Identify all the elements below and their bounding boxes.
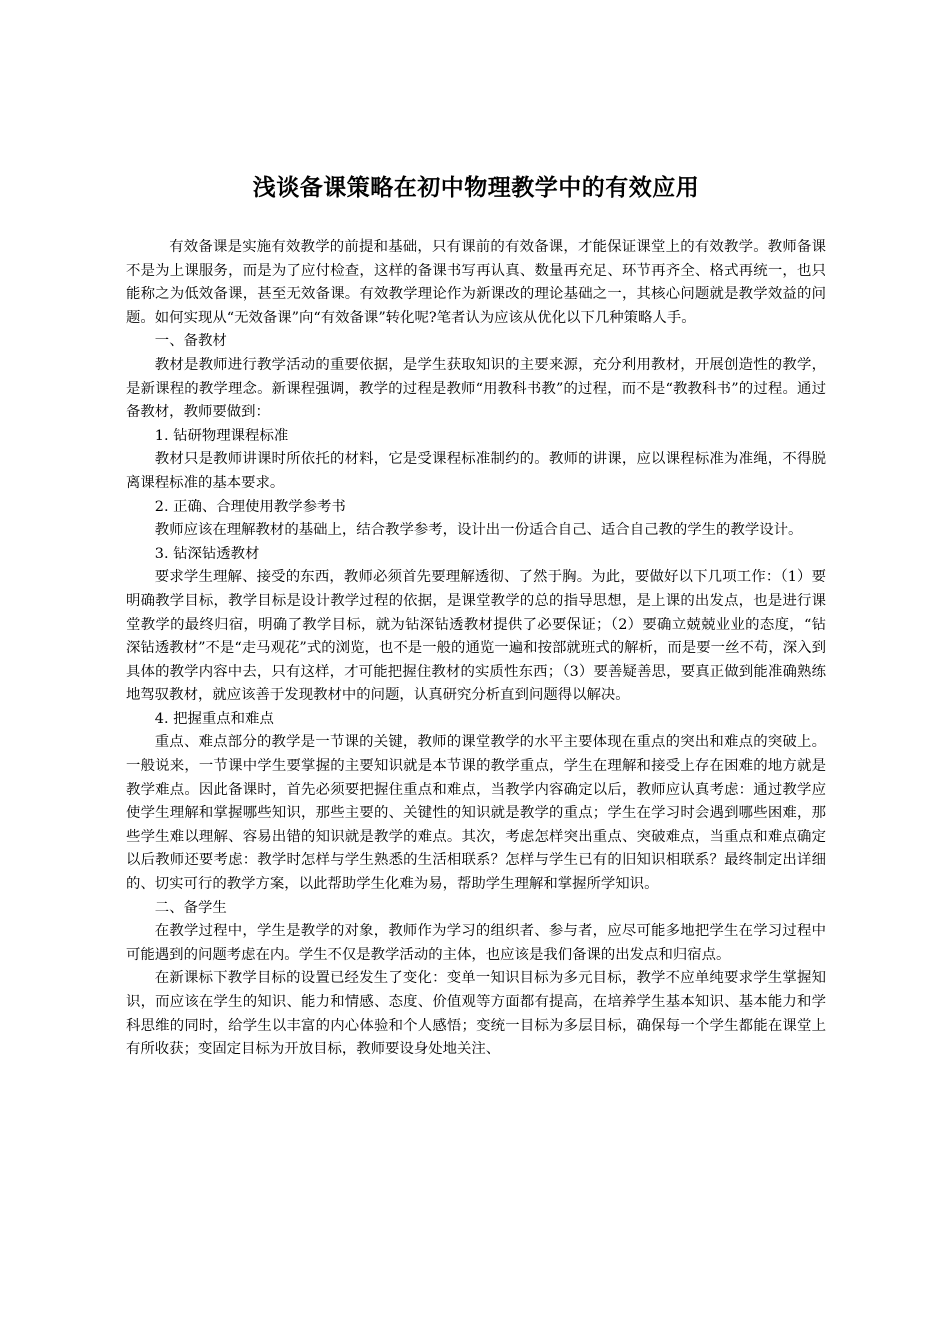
section-heading-students: 二、备学生 <box>154 899 227 916</box>
paragraph-key-difficult-points: 重点、难点部分的教学是一节课的关键，教师的课堂教学的水平主要体现在重点的突出和难点的突破上。一般说来，一节课中学生要掌握的主要知识就是本节课的教学重点，学生在理解和接受上存在困难的地方就是教学难点。因此备课时，首先必须要把握住重点和难点，当教学内容确定以后，教师应认真考虑：通过教学应使学生理解和掌握哪些知识，那些主要的、关键性的知识就是教学的重点；学生在学习时会遇到哪些困难，那些学生难以理解、容易出错的知识就是教学的难点。其次，考虑怎样突出重点、突破难点，当重点和难点确定以后教师还要考虑：教学时怎样与学生熟悉的生活相联系？怎样与学生已有的旧知识相联系？最终制定出详细的、切实可行的教学方案，以此帮助学生化难为易，帮助学生理解和掌握所学知识。 <box>126 734 826 893</box>
subheading-reference-books: 2. 正确、合理使用教学参考书 <box>154 498 346 515</box>
document-title: 浅谈备课策略在初中物理教学中的有效应用 <box>252 175 700 201</box>
subheading-curriculum-standard: 1. 钻研物理课程标准 <box>154 427 289 444</box>
section-heading-teaching-materials: 一、备教材 <box>154 333 227 350</box>
paragraph-study-materials: 要求学生理解、接受的东西，教师必须首先要理解透彻、了然于胸。为此，要做好以下几项工作：（1）要明确教学目标，教学目标是设计教学过程的依据，是课堂教学的总的指导思想，是上课的出发点，也是进行课堂教学的最终归宿，明确了教学目标，就为钻深钻透教材提供了必要保证；（2）要确立兢兢业业的态度，“钻深钻透教材”不是“走马观花”式的浏览，也不是一般的通览一遍和按部就班式的解析，而是要一丝不苟，深入到具体的教学内容中去，只有这样，才可能把握住教材的实质性东西；（3）要善疑善思，要真正做到能准确熟练地驾驭教材，就应该善于发现教材中的问题，认真研究分析直到问题得以解决。 <box>126 569 826 704</box>
paragraph-students: 在教学过程中，学生是教学的对象，教师作为学习的组织者、参与者，应尽可能多地把学生在学习过程中可能遇到的问题考虑在内。学生不仅是教学活动的主体，也应该是我们备课的出发点和归宿点。 <box>126 923 826 963</box>
paragraph-teaching-materials: 教材是教师进行教学活动的重要依据，是学生获取知识的主要来源，充分利用教材，开展创造性的教学，是新课程的教学理念。新课程强调，教学的过程是教师“用教科书教”的过程，而不是“教教科书”的过程。通过备教材，教师要做到： <box>126 356 826 421</box>
paragraph-intro: 有效备课是实施有效教学的前提和基础，只有课前的有效备课，才能保证课堂上的有效教学。教师备课不是为上课服务，而是为了应付检查，这样的备课书写再认真、数量再充足、环节再齐全、格式再统一，也只能称之为低效备课，甚至无效备课。有效教学理论作为新课改的理论基础之一，其核心问题就是教学效益的问题。如何实现从“无效备课”向“有效备课”转化呢?笔者认为应该从优化以下几种策略人手。 <box>126 239 826 326</box>
paragraph-curriculum-standard: 教材只是教师讲课时所依托的材料，它是受课程标准制约的。教师的讲课，应以课程标准为准绳，不得脱离课程标准的基本要求。 <box>126 451 826 491</box>
paragraph-reference-books: 教师应该在理解教材的基础上，结合教学参考，设计出一份适合自己、适合自己教的学生的教学设计。 <box>154 522 803 539</box>
subheading-study-materials: 3. 钻深钻透教材 <box>154 545 260 562</box>
subheading-key-difficult-points: 4. 把握重点和难点 <box>154 710 274 727</box>
paragraph-teaching-goals: 在新课标下教学目标的设置已经发生了变化：变单一知识目标为多元目标，教学不应单纯要求学生掌握知识，而应该在学生的知识、能力和情感、态度、价值观等方面都有提高，在培养学生基本知识、基本能力和学科思维的同时，给学生以丰富的内心体验和个人感悟；变统一目标为多层目标，确保每一个学生都能在课堂上有所收获；变固定目标为开放目标，教师要设身处地关注、 <box>126 970 826 1058</box>
document-body <box>126 236 826 1062</box>
